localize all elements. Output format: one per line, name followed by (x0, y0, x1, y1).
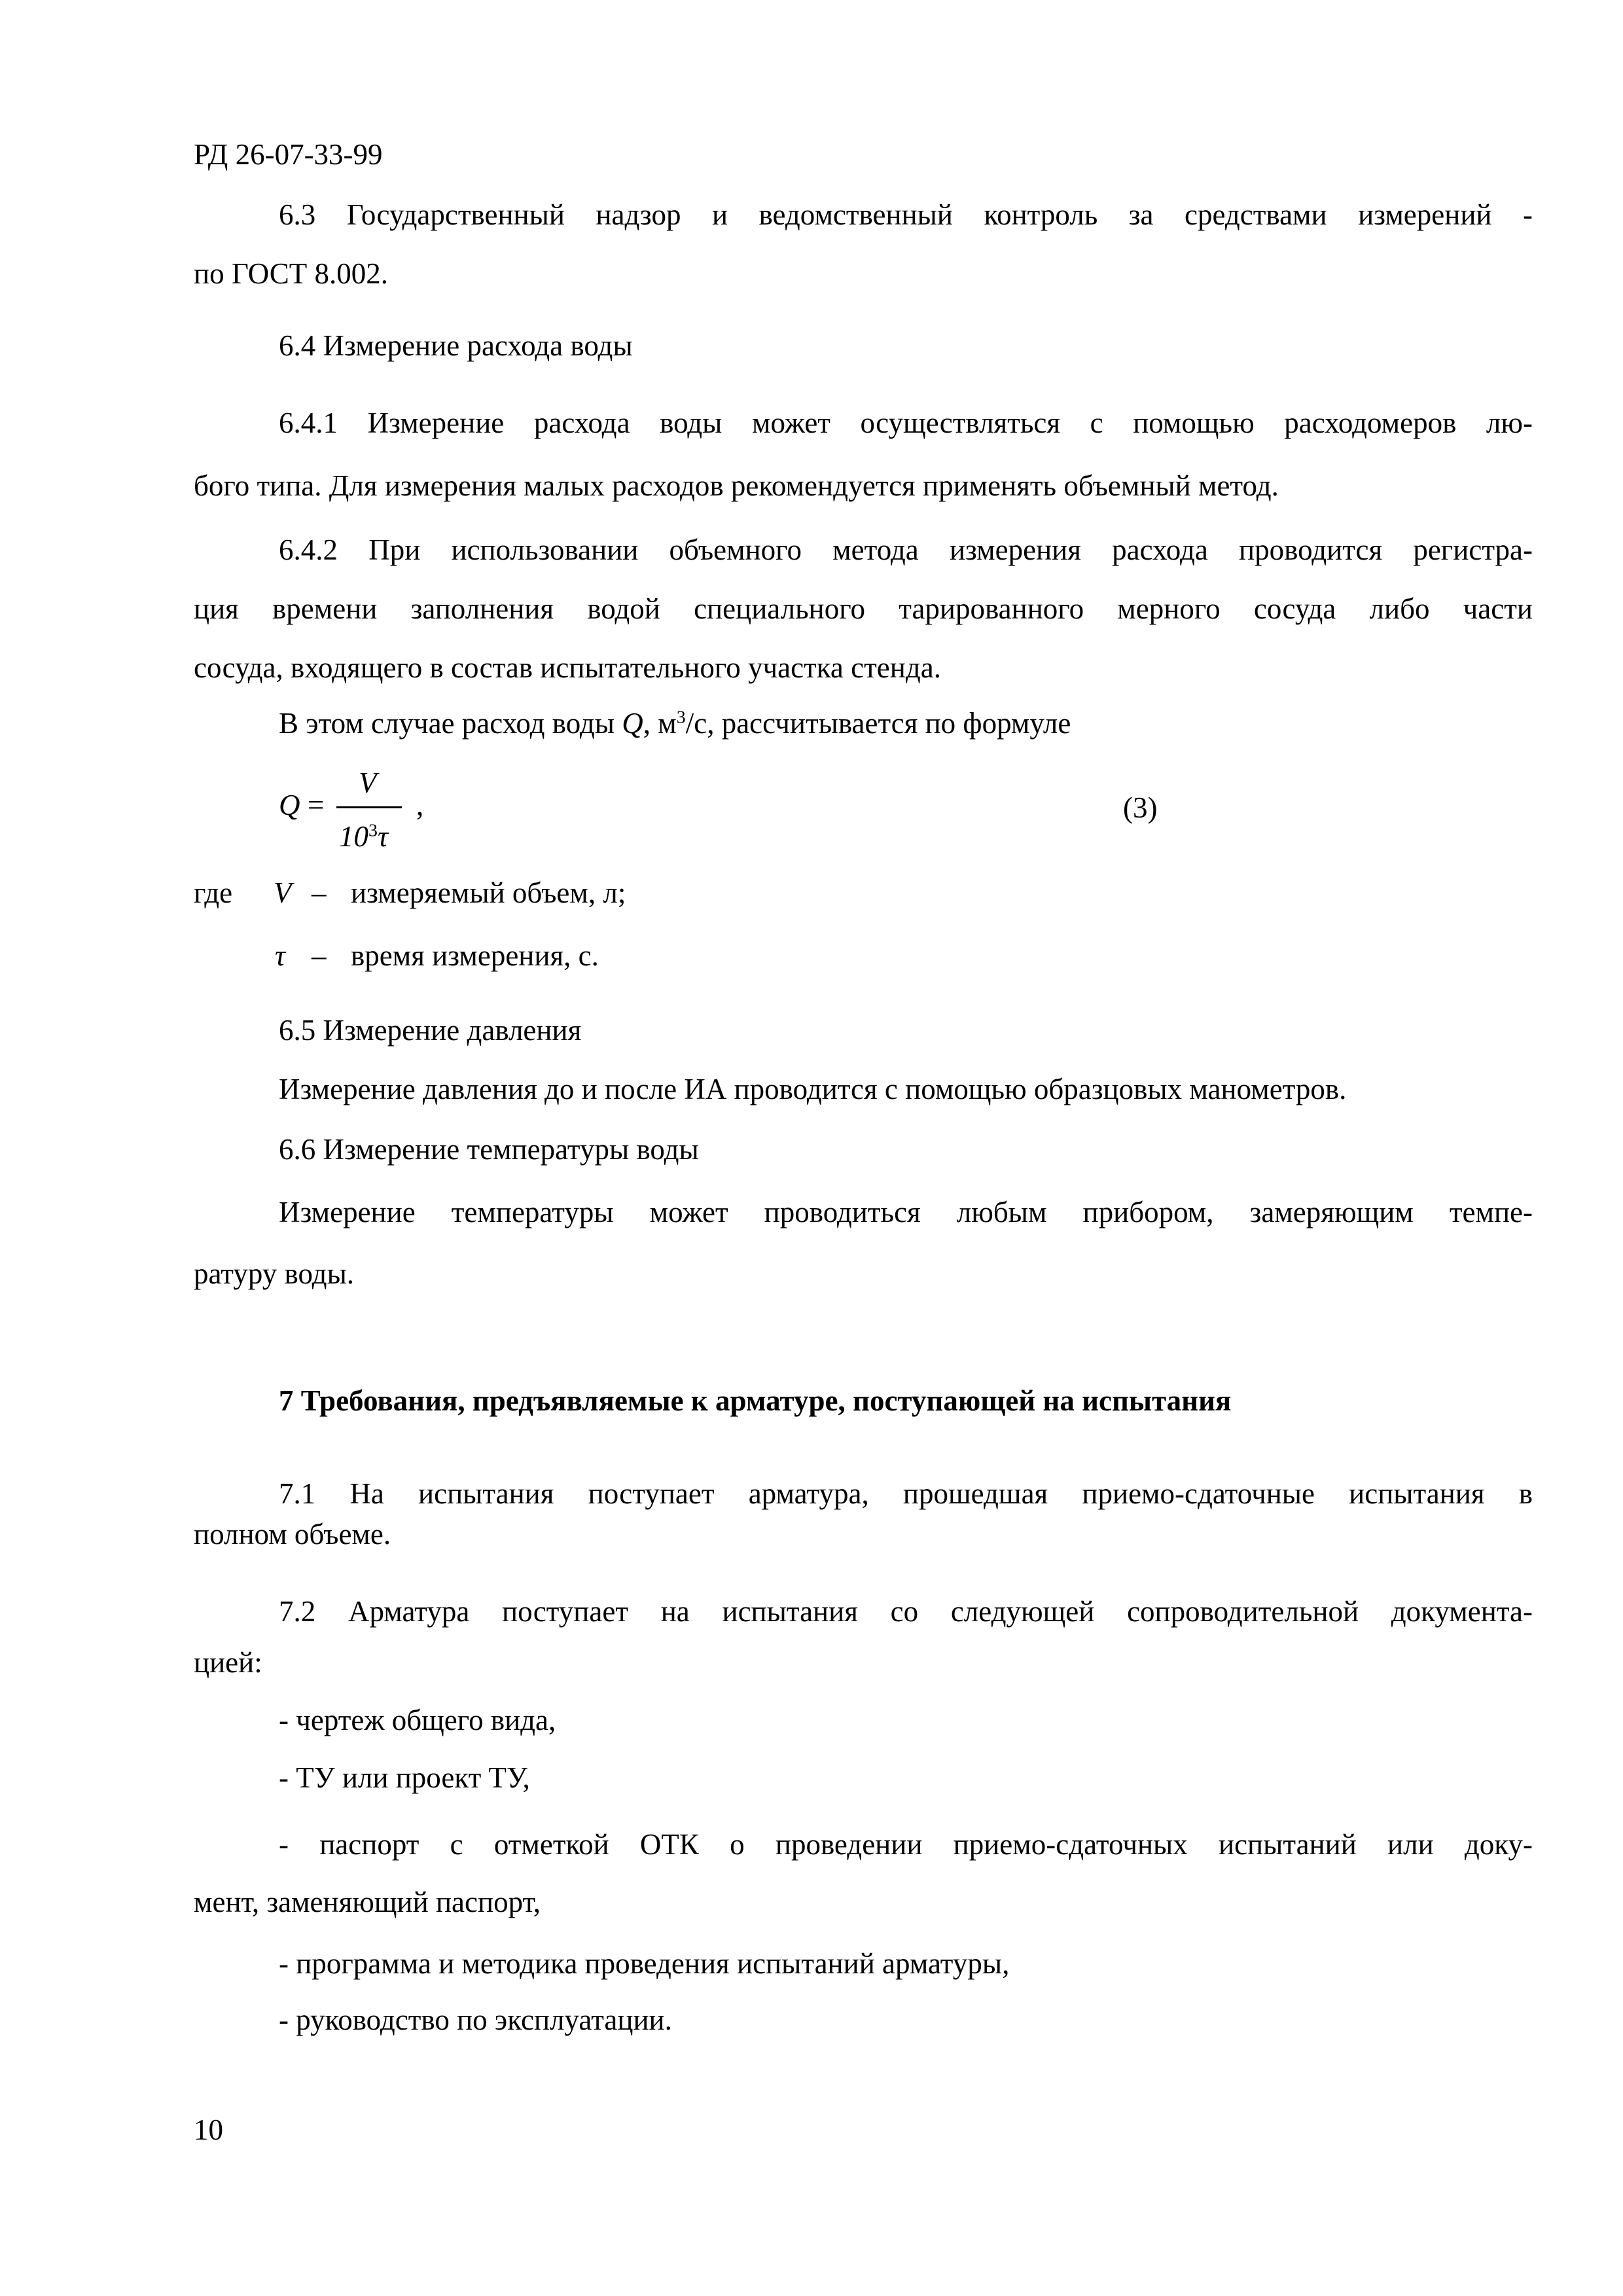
page-number: 10 (194, 2113, 223, 2146)
section-heading-6-6: 6.6 Измерение температуры воды (279, 1133, 699, 1166)
formula-denominator-variable: τ (377, 820, 389, 853)
section-heading-6-5: 6.5 Измерение давления (279, 1014, 582, 1047)
formula-intro (279, 709, 1071, 738)
list-item: - паспорт с отметкой ОТК о проведении приемо-сдаточных испытаний или доку- (279, 1828, 1533, 1861)
where-dash-tau: – (312, 939, 327, 972)
where-symbol-v: V (274, 876, 292, 909)
paragraph-6-4-2-line-1: 6.4.2 При использовании объемного метода измерения расхода проводится регистра- (279, 533, 1533, 566)
list-item: - программа и методика проведения испытаний арматуры, (279, 1947, 1010, 1980)
formula-denominator (339, 819, 388, 853)
where-dash-v: – (312, 876, 327, 909)
list-item: - чертеж общего вида, (279, 1704, 556, 1736)
where-symbol-tau: τ (275, 939, 286, 972)
formula-intro-text-c: /с, рассчитывается по формуле (685, 707, 1071, 740)
paragraph-7-1-line-2: полном объеме. (194, 1518, 391, 1551)
paragraph-7-2-line-2: цией: (194, 1646, 262, 1679)
formula-denominator-base: 10 (339, 820, 368, 853)
formula-intro-text-a: В этом случае расход воды (279, 707, 622, 740)
paragraph-6-6-line-2: ратуру воды. (194, 1257, 355, 1290)
paragraph-6-3-line-1: 6.3 Государственный надзор и ведомственный контроль за средствами измерений - (279, 198, 1533, 231)
list-item-continuation: мент, заменяющий паспорт, (194, 1886, 541, 1918)
section-heading-6-4: 6.4 Измерение расхода воды (279, 329, 633, 362)
formula-denominator-exponent: 3 (368, 820, 378, 841)
formula-lhs: Q (279, 789, 300, 821)
formula-number: (3) (1123, 791, 1158, 824)
fraction-bar (336, 806, 402, 808)
section-heading-7: 7 Требования, предъявляемые к арматуре, поступающей на испытания (279, 1384, 1232, 1417)
formula-comma: , (416, 789, 424, 821)
formula-intro-q-symbol: Q (622, 707, 643, 740)
paragraph-6-4-2-line-3: сосуда, входящего в состав испытательного участка стенда. (194, 651, 941, 684)
paragraph-7-2-line-1: 7.2 Арматура поступает на испытания со следующей сопроводительной документа- (279, 1595, 1533, 1628)
formula-fraction (336, 766, 402, 864)
paragraph-7-1-line-1: 7.1 На испытания поступает арматура, прошедшая приемо-сдаточные испытания в (279, 1477, 1533, 1510)
where-text-v: измеряемый объем, л; (351, 876, 626, 909)
document-code: РД 26-07-33-99 (194, 138, 383, 171)
paragraph-6-4-2-line-2: ция времени заполнения водой специального тарированного мерного сосуда либо части (194, 592, 1533, 625)
formula-intro-text-b: , м (643, 707, 677, 740)
list-item: - руководство по эксплуатации. (279, 2003, 672, 2036)
formula-intro-superscript: 3 (676, 707, 686, 728)
list-item: - ТУ или проект ТУ, (279, 1761, 530, 1794)
paragraph-6-4-1-line-2: бого типа. Для измерения малых расходов рекомендуется применять объемный метод. (194, 469, 1279, 502)
formula-numerator: V (359, 766, 377, 799)
where-label: где (194, 876, 233, 909)
paragraph-6-6-line-1: Измерение температуры может проводиться любым прибором, замеряющим темпе- (279, 1196, 1533, 1229)
paragraph-6-3-line-2: по ГОСТ 8.002. (194, 257, 389, 290)
where-text-tau: время измерения, с. (351, 939, 599, 972)
paragraph-6-4-1-line-1: 6.4.1 Измерение расхода воды может осуществляться с помощью расходомеров лю- (279, 406, 1533, 439)
formula-equals: = (308, 789, 325, 821)
paragraph-6-5: Измерение давления до и после ИА проводится с помощью образцовых манометров. (279, 1073, 1347, 1105)
